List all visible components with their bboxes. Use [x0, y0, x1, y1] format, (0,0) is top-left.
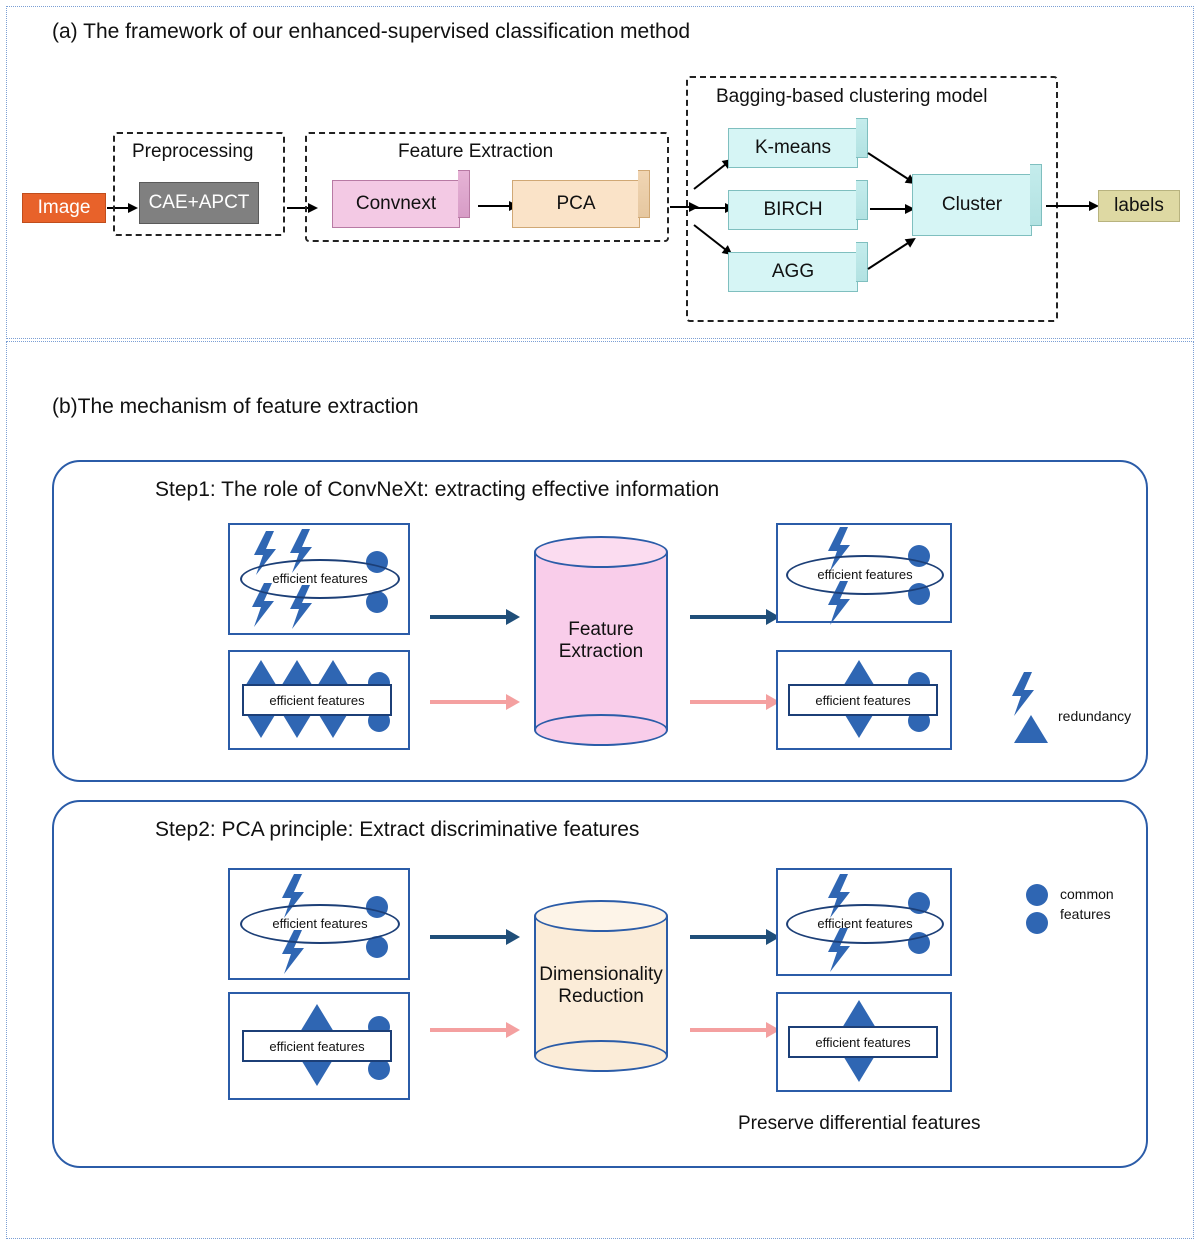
- cluster-depth: [1030, 164, 1042, 226]
- step2-output-box-2-label: efficient features: [815, 1035, 911, 1050]
- panel-b-title: (b)The mechanism of feature extraction: [52, 395, 419, 418]
- node-kmeans-label: K-means: [754, 137, 832, 158]
- legend-common-dot: [1026, 884, 1048, 906]
- step1-output-box-2: [776, 650, 952, 750]
- node-agg-label: AGG: [771, 261, 815, 282]
- cylinder-bottom: [534, 1040, 668, 1072]
- step2-input-box-1-label: efficient features: [272, 916, 368, 931]
- step1-input-box-2-label: efficient features: [269, 693, 365, 708]
- step2-output-box-2: [776, 992, 952, 1092]
- panel-a-title: (a) The framework of our enhanced-supervised classification method: [52, 20, 691, 43]
- step2-arrow-out-top: [690, 935, 768, 939]
- arrow-branch-birch: [694, 207, 726, 209]
- node-cluster: [912, 174, 1032, 236]
- node-cae-apct-label: CAE+APCT: [148, 192, 250, 213]
- node-image: [22, 193, 106, 223]
- step2-arrow-in-top: [430, 935, 508, 939]
- step2-title: Step2: PCA principle: Extract discriminative features: [155, 818, 640, 841]
- node-convnext-label: Convnext: [355, 193, 437, 214]
- node-birch-label: BIRCH: [763, 199, 823, 220]
- node-birch: [728, 190, 858, 230]
- step2-output-box-1-label: efficient features: [817, 916, 913, 931]
- redundancy-triangle-icon: [300, 1058, 334, 1086]
- node-cluster-label: Cluster: [941, 194, 1003, 215]
- step2-process-label-line1: Dimensionality: [539, 964, 663, 985]
- pca-depth: [638, 170, 650, 218]
- redundancy-triangle-icon: [842, 1054, 876, 1082]
- step2-caption: Preserve differential features: [738, 1113, 981, 1134]
- redundancy-triangle-icon: [300, 1004, 334, 1032]
- step2-process-label: [534, 964, 668, 1008]
- step1-process-label-line1: Feature: [568, 619, 634, 640]
- node-convnext: [332, 180, 460, 228]
- step1-input-box-2: [228, 650, 410, 750]
- group-preprocessing-label: Preprocessing: [126, 141, 259, 163]
- step1-process-label: [534, 619, 668, 663]
- node-labels: [1098, 190, 1180, 222]
- node-kmeans: [728, 128, 858, 168]
- node-agg: [728, 252, 858, 292]
- step2-output-box-1: [776, 868, 952, 976]
- step1-input-box-1: [228, 523, 410, 635]
- node-cae-apct: [139, 182, 259, 224]
- node-image-label: Image: [37, 197, 91, 218]
- legend-redundancy-label: redundancy: [1058, 708, 1132, 724]
- node-labels-label: labels: [1114, 195, 1164, 216]
- step1-output-box-1-label: efficient features: [817, 567, 913, 582]
- redundancy-triangle-icon: [842, 1000, 876, 1028]
- legend-common-dot: [1026, 912, 1048, 934]
- agg-depth: [856, 242, 868, 282]
- legend-common-label-line2: features: [1060, 906, 1111, 922]
- step1-output-box-1: [776, 523, 952, 623]
- cylinder-top: [534, 900, 668, 932]
- step1-arrow-out-top: [690, 615, 768, 619]
- step2-arrow-out-bottom: [690, 1028, 768, 1032]
- birch-depth: [856, 180, 868, 220]
- step1-arrow-in-top: [430, 615, 508, 619]
- step2-input-box-2-label: efficient features: [269, 1039, 365, 1054]
- step2-process-cylinder: [534, 900, 668, 1072]
- step1-input-box-1-label: efficient features: [272, 571, 368, 586]
- legend-common-label-line1: common: [1060, 886, 1114, 902]
- kmeans-depth: [856, 118, 868, 158]
- legend-lightning-icon: [1010, 672, 1036, 716]
- step1-arrow-in-bottom: [430, 700, 508, 704]
- step2-input-box-2: [228, 992, 410, 1100]
- legend-triangle-icon: [1014, 715, 1048, 743]
- step1-process-label-line2: Extraction: [558, 641, 644, 662]
- arrow-cluster-to-labels: [1046, 205, 1090, 207]
- node-pca-label: PCA: [556, 193, 596, 214]
- node-pca: [512, 180, 640, 228]
- step1-process-cylinder: [534, 536, 668, 746]
- step1-arrow-out-bottom: [690, 700, 768, 704]
- step2-input-box-1: [228, 868, 410, 980]
- step2-process-label-line2: Reduction: [558, 986, 644, 1007]
- step1-output-box-2-label: efficient features: [815, 693, 911, 708]
- group-bagging-label: Bagging-based clustering model: [710, 86, 993, 108]
- convnext-depth: [458, 170, 470, 218]
- arrow-birch-to-cluster: [870, 208, 906, 210]
- arrow-convnext-to-pca: [478, 205, 510, 207]
- cylinder-bottom: [534, 714, 668, 746]
- cylinder-top: [534, 536, 668, 568]
- step2-arrow-in-bottom: [430, 1028, 508, 1032]
- group-feature-extraction-label: Feature Extraction: [392, 141, 559, 163]
- step1-title: Step1: The role of ConvNeXt: extracting effective information: [155, 478, 720, 501]
